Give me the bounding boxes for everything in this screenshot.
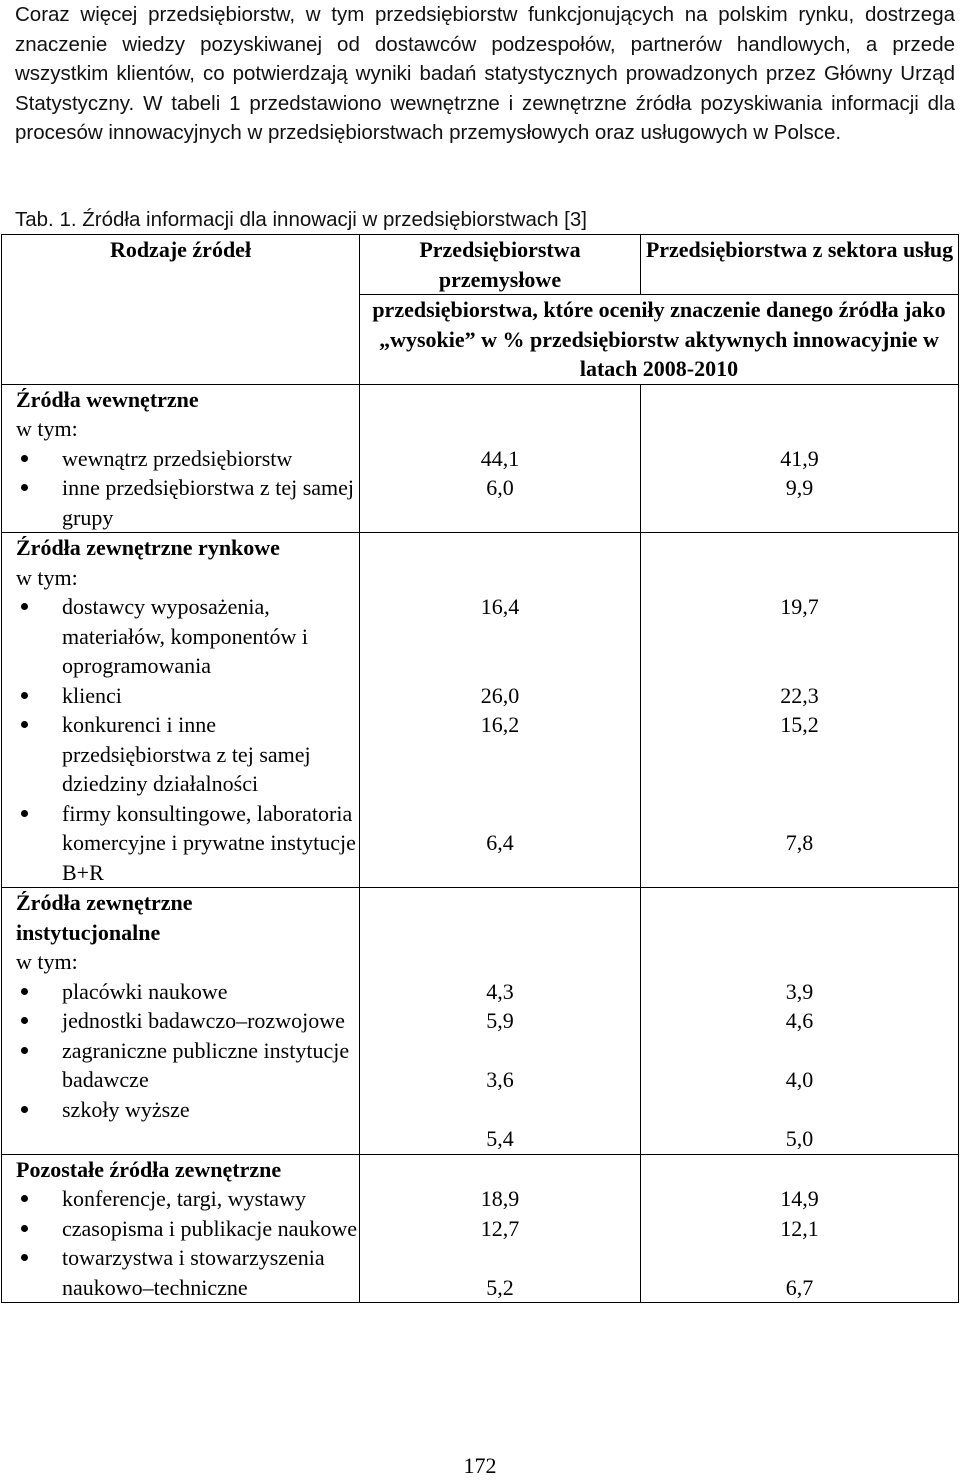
services-values [641, 888, 959, 1155]
table-cell: 3,9 [785, 978, 814, 1004]
table-cell: 14,9 [780, 1186, 819, 1211]
table-cell: 3,6 [486, 1067, 514, 1092]
table-cell: 9,9 [785, 475, 814, 500]
services-values [641, 1154, 959, 1303]
services-values [641, 533, 959, 888]
list-item: szkoły wyższe [16, 1095, 359, 1125]
table-cell: 4,0 [785, 1067, 814, 1092]
industry-values [360, 888, 641, 1155]
table-cell: 15,2 [780, 712, 819, 737]
group-market-cell [2, 533, 360, 888]
table-cell: 22,3 [780, 682, 819, 708]
industry-values [360, 1154, 641, 1303]
page-number: 172 [463, 1453, 497, 1478]
group-title: Źródła zewnętrzne instytucjonalne [16, 890, 193, 945]
table-cell: 19,7 [780, 594, 819, 619]
list-item: konkurenci i inne przedsiębiorstwa z tej samej dziedziny działalności [16, 710, 359, 799]
group-subtitle: w tym: [16, 564, 78, 590]
header-industry [360, 235, 641, 295]
list-item: klienci [16, 681, 359, 711]
header-services [641, 235, 959, 295]
group-other-cell [2, 1154, 360, 1303]
table-cell: 6,4 [486, 830, 514, 855]
table-row-group-other [2, 1154, 959, 1303]
industry-values [360, 533, 641, 888]
header-services-label: Przedsiębiorstwa z sektora usług [645, 237, 954, 262]
list-item: inne przedsiębiorstwa z tej samej grupy [16, 473, 359, 532]
list-item: placówki naukowe [16, 977, 359, 1007]
table-cell: 4,6 [785, 1008, 814, 1033]
table-cell: 26,0 [480, 682, 520, 708]
group-title: Źródła wewnętrzne [16, 386, 199, 412]
table-row-group-internal [2, 384, 959, 533]
group-title: Źródła zewnętrzne rynkowe [16, 535, 280, 560]
list-item: firmy konsultingowe, laboratoria komercyjne i prywatne instytucje B+R [16, 799, 359, 888]
intro-paragraph: Coraz więcej przedsiębiorstw, w tym przedsiębiorstw funkcjonujących na polskim rynku, dostrzega znaczenie wiedzy pozyskiwanej od dostawców podzespołów, partnerów handlowych, a przede wszystkim klientów, co potwierdzają wyniki badań statystycznych prowadzonych przez Główny Urząd Statystyczny. W tabeli 1 przedstawiono wewnętrzne i zewnętrzne źródła pozyskiwania informacji dla procesów innowacyjnych w przedsiębiorstwach przemysłowych oraz usługowych w Polsce. [15, 3, 955, 144]
list-item: dostawcy wyposażenia, materiałów, komponentów i oprogramowania [16, 592, 359, 681]
table-cell: 4,3 [486, 978, 514, 1004]
table-cell: 41,9 [780, 445, 819, 471]
list-item: wewnątrz przedsiębiorstw [16, 444, 359, 474]
table-header-row [2, 235, 959, 295]
sources-table [1, 234, 959, 1303]
group-subtitle: w tym: [16, 949, 78, 974]
table-cell: 6,7 [785, 1274, 814, 1300]
table-cell: 44,1 [480, 445, 520, 471]
header-industry-label: Przedsiębiorstwa przemysłowe [419, 237, 581, 292]
list-item: jednostki badawczo–rozwojowe [16, 1006, 359, 1036]
table-cell: 7,8 [785, 830, 814, 855]
table-row-group-market [2, 533, 959, 888]
table-cell: 5,2 [486, 1274, 514, 1300]
header-source-types: Rodzaje źródeł [2, 235, 360, 385]
table-cell: 18,9 [480, 1186, 520, 1211]
group-internal-cell [2, 384, 360, 533]
table-row-group-institutional [2, 888, 959, 1155]
table-cell: 12,1 [780, 1215, 819, 1241]
group-institutional-cell [2, 888, 360, 1155]
table-cell: 5,9 [486, 1008, 514, 1033]
industry-values [360, 384, 641, 533]
group-subtitle: w tym: [16, 416, 78, 441]
list-item: konferencje, targi, wystawy [16, 1184, 359, 1214]
table-cell: 16,4 [480, 594, 520, 619]
list-item: towarzystwa i stowarzyszenia naukowo–techniczne [16, 1243, 359, 1302]
table-cell: 6,0 [486, 475, 514, 500]
group-title: Pozostałe źródła zewnętrzne [16, 1156, 282, 1182]
header-note: przedsiębiorstwa, które oceniły znaczenie danego źródła jako „wysokie” w % przedsiębiorstw aktywnych innowacyjnie w latach 2008-2010 [360, 295, 959, 385]
table-cell: 16,2 [480, 712, 520, 737]
services-values [641, 384, 959, 533]
list-item: zagraniczne publiczne instytucje badawcze [16, 1036, 359, 1095]
table-cell: 12,7 [480, 1215, 520, 1241]
list-item: czasopisma i publikacje naukowe [16, 1214, 359, 1244]
table-cell: 5,4 [486, 1126, 514, 1151]
table-caption: Tab. 1. Źródła informacji dla innowacji w przedsiębiorstwach [3] [15, 208, 587, 231]
table-cell: 5,0 [785, 1126, 814, 1151]
